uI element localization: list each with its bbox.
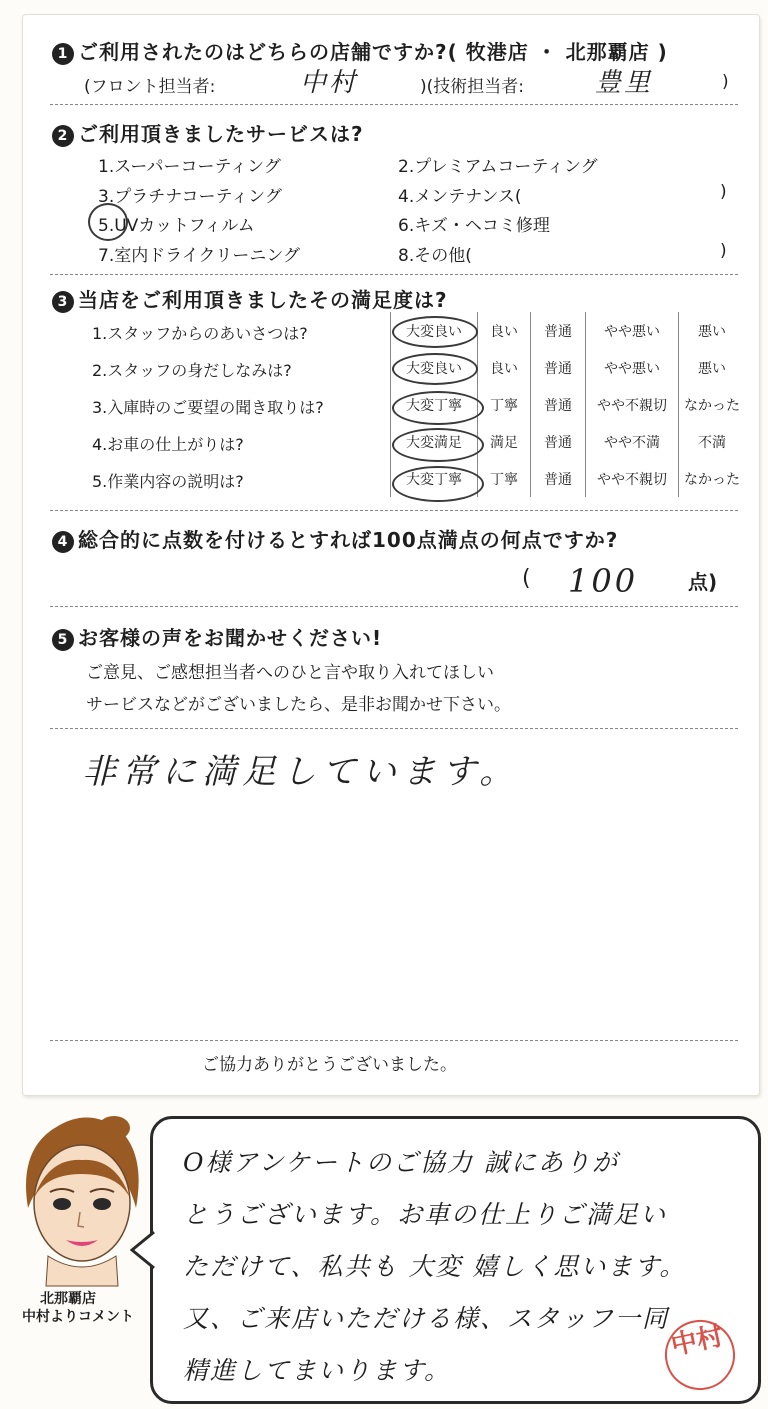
question-text: お客様の声をお聞かせください! — [78, 626, 383, 650]
selection-circle — [392, 428, 484, 462]
rating-option: 普通 — [531, 460, 586, 497]
question-number: 4 — [52, 531, 74, 553]
selection-circle — [392, 391, 484, 425]
service-item: 3.プラチナコーティング — [98, 187, 282, 207]
selection-circle — [392, 466, 484, 502]
service-item: 2.プレミアムコーティング — [398, 157, 598, 177]
staff-caption: 中村よりコメント — [22, 1309, 134, 1325]
rating-option: 良い — [478, 349, 531, 386]
service-item-selected: 5.UVカットフィルム — [98, 216, 255, 236]
comment-line: 又、ご来店いただける様、スタッフ一同 — [183, 1304, 670, 1333]
service-item: 6.キズ・ヘコミ修理 — [398, 216, 550, 236]
tech-label: )(技術担当者: — [420, 77, 524, 97]
rating-question: 4.お車の仕上がりは? — [92, 435, 244, 454]
rating-option: 丁寧 — [478, 460, 531, 497]
rating-question: 1.スタッフからのあいさつは? — [92, 324, 308, 343]
rating-option-selected: 大変良い — [391, 349, 478, 386]
divider — [50, 274, 738, 275]
rating-option: やや不満 — [586, 423, 679, 460]
rating-question: 3.入庫時のご要望の聞き取りは? — [92, 398, 324, 417]
rating-option: 普通 — [531, 312, 586, 349]
divider — [50, 728, 738, 729]
rating-option: 普通 — [531, 423, 586, 460]
rating-question: 2.スタッフの身だしなみは? — [92, 361, 292, 380]
question-text: 総合的に点数を付けるとすれば100点満点の何点ですか? — [78, 528, 619, 552]
question-number: 2 — [52, 125, 74, 147]
selection-circle — [392, 316, 478, 348]
comment-line: ただけて、私共も 大変 嬉しく思います。 — [183, 1252, 687, 1281]
score-unit: 点) — [688, 570, 718, 594]
question-5-sub: サービスなどがございましたら、是非お聞かせ下さい。 — [86, 695, 511, 715]
rating-option: なかった — [679, 460, 746, 497]
question-text: ご利用頂きましたサービスは? — [78, 122, 364, 146]
divider — [50, 1040, 738, 1041]
service-item: 1.スーパーコーティング — [98, 157, 281, 177]
rating-option: 満足 — [478, 423, 531, 460]
question-1 — [52, 36, 668, 65]
question-5-sub: ご意見、ご感想担当者へのひと言や取り入れてほしい — [86, 663, 494, 683]
thanks-message: ご協力ありがとうございました。 — [202, 1055, 457, 1075]
tech-staff-handwritten: 豊里 — [595, 68, 654, 98]
name-stamp: 中村 — [658, 1313, 741, 1396]
question-text: 当店をご利用頂きましたその満足度は? — [78, 288, 448, 312]
comment-line: 精進してまいります。 — [183, 1356, 452, 1385]
comment-line: とうございます。お車の仕上りご満足い — [183, 1200, 668, 1229]
divider — [50, 606, 738, 607]
customer-comment-handwritten: 非常に満足しています。 — [82, 752, 520, 792]
selection-circle — [88, 203, 128, 241]
divider — [50, 510, 738, 511]
score-open-paren: ( — [522, 566, 531, 591]
question-3 — [52, 284, 448, 313]
question-number: 5 — [52, 629, 74, 651]
rating-option: 不満 — [679, 423, 746, 460]
staff-store: 北那覇店 — [40, 1291, 96, 1307]
rating-question: 5.作業内容の説明は? — [92, 472, 244, 491]
rating-option-selected: 大変丁寧 — [391, 460, 478, 497]
question-number: 1 — [52, 43, 74, 65]
front-staff-handwritten: 中村 — [300, 68, 359, 98]
rating-option-selected: 大変丁寧 — [391, 386, 478, 423]
rating-option: なかった — [679, 386, 746, 423]
comment-line: O様アンケートのご協力 誠にありが — [183, 1148, 619, 1177]
paren-close: ) — [722, 72, 729, 92]
service-item: 7.室内ドライクリーニング — [98, 246, 301, 266]
bubble-tail — [130, 1230, 156, 1270]
question-4 — [52, 524, 618, 553]
rating-option: 普通 — [531, 349, 586, 386]
rating-option-selected: 大変良い — [391, 312, 478, 349]
rating-option: やや悪い — [586, 312, 679, 349]
rating-option: 良い — [478, 312, 531, 349]
rating-option: やや不親切 — [586, 386, 679, 423]
paren-close: ) — [720, 182, 727, 202]
service-item: 8.その他( — [398, 246, 472, 266]
rating-option: 悪い — [679, 312, 746, 349]
question-2 — [52, 118, 364, 147]
rating-option: 丁寧 — [478, 386, 531, 423]
rating-option: 普通 — [531, 386, 586, 423]
question-text: ご利用されたのはどちらの店舗ですか?( 牧港店 ・ 北那覇店 ) — [78, 40, 668, 64]
front-label: (フロント担当者: — [84, 77, 216, 97]
rating-option-selected: 大変満足 — [391, 423, 478, 460]
service-item: 4.メンテナンス( — [398, 187, 522, 207]
question-number: 3 — [52, 291, 74, 313]
question-5 — [52, 622, 382, 651]
rating-option: やや悪い — [586, 349, 679, 386]
rating-option: やや不親切 — [586, 460, 679, 497]
staff-avatar — [18, 1108, 148, 1288]
paren-close: ) — [720, 241, 727, 261]
selection-circle — [392, 353, 478, 385]
score-handwritten: 100 — [568, 562, 639, 600]
divider — [50, 104, 738, 105]
rating-option: 悪い — [679, 349, 746, 386]
